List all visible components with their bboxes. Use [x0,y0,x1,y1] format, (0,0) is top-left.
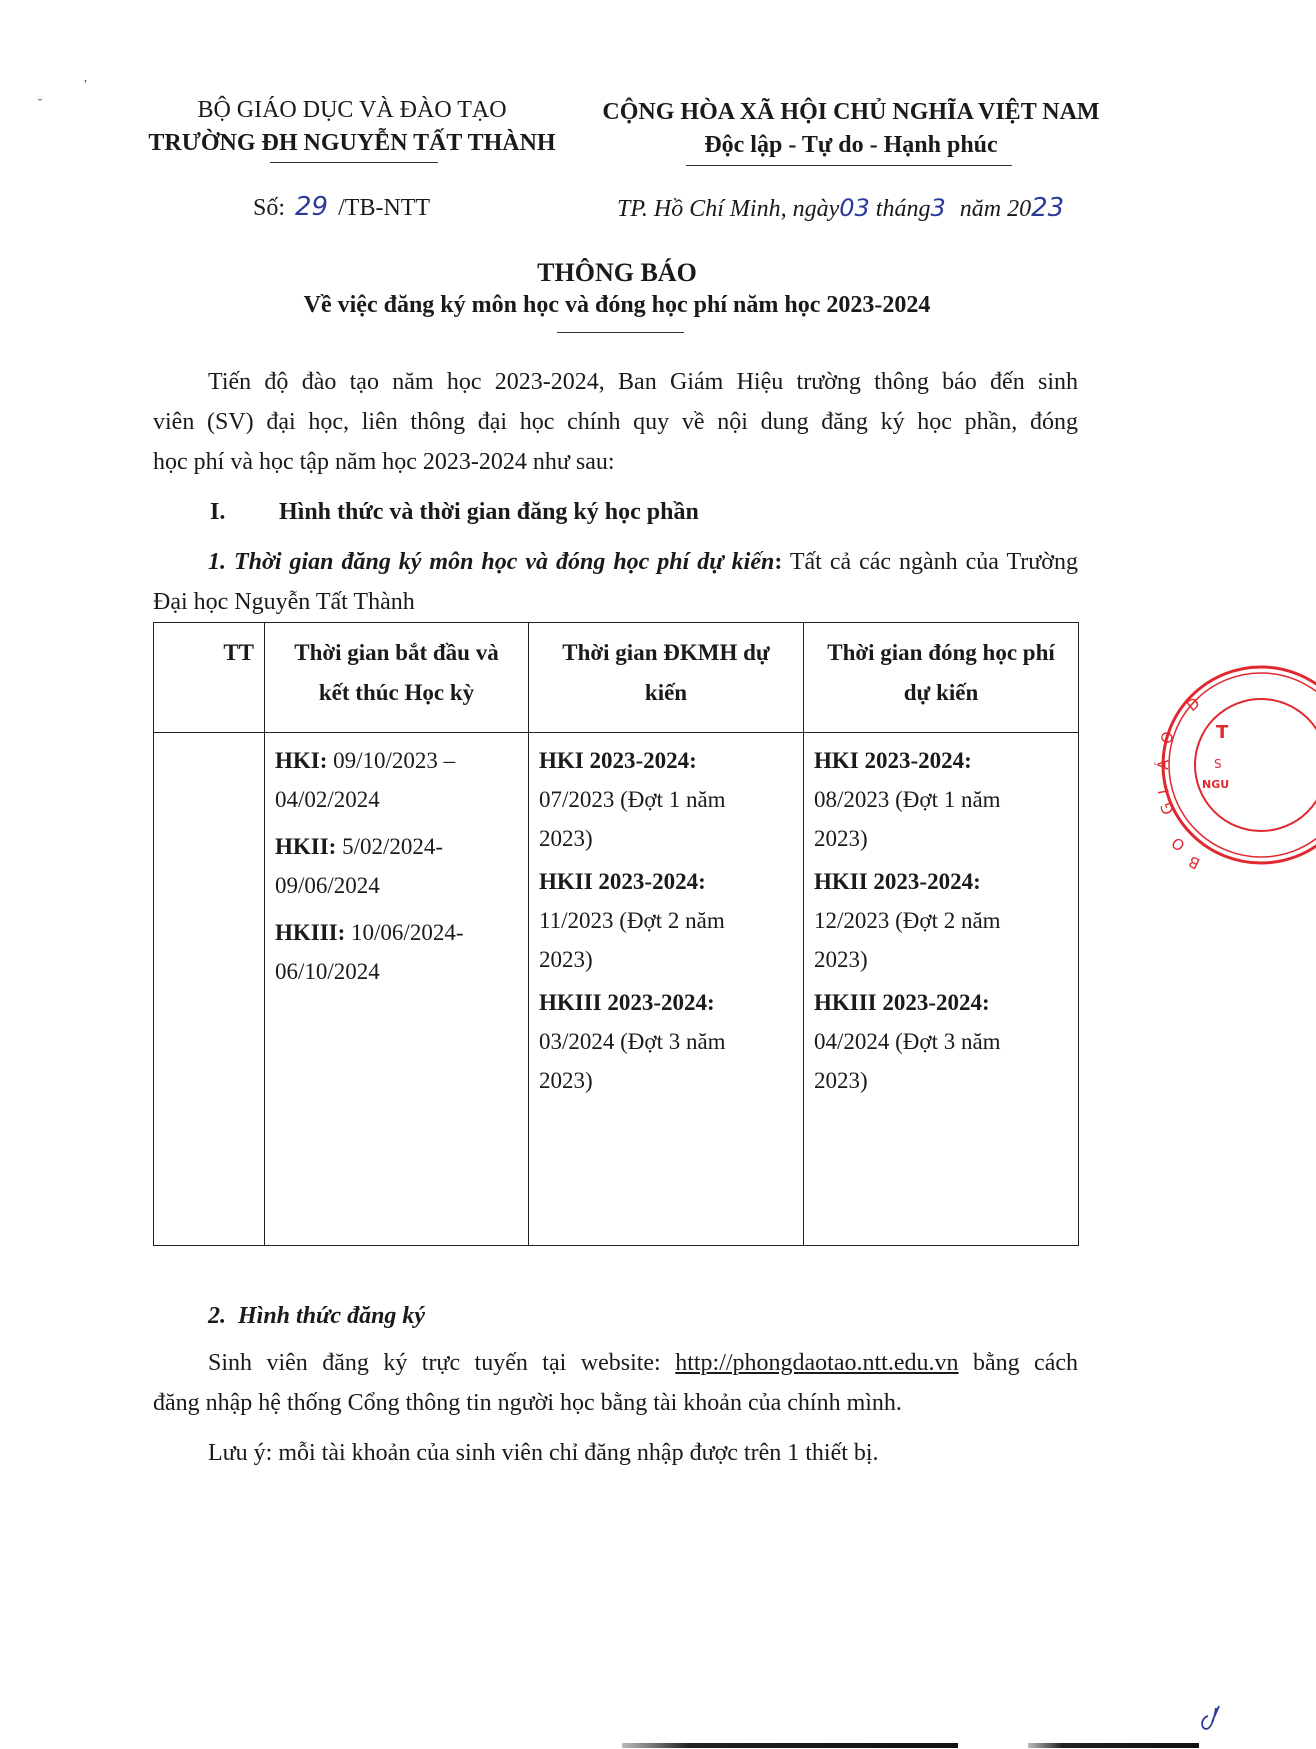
subsection-1-text: Tất cả các ngành của Trường [782,549,1079,575]
registration-website-link[interactable]: http://phongdaotao.ntt.edu.vn [675,1350,959,1376]
subsection-2-heading: 2. Hình thức đăng ký [208,1303,426,1329]
svg-text:D: D [1183,693,1204,716]
date-day-handwritten: 03 [839,194,870,222]
official-stamp-crop [1154,660,1230,873]
date-place: TP. Hồ Chí Minh, ngày [617,196,840,222]
subsection-2-line-2: đăng nhập hệ thống Cổng thông tin người học bằng tài khoản của chính mình. [153,1390,902,1416]
subsection-2-text-post: bằng cách [958,1350,1079,1376]
intro-line-2: viên (SV) đại học, liên thông đại học chính quy về nội dung đăng ký học phần, đóng [153,409,1078,435]
fee-label: HKI 2023-2024: [814,748,972,773]
header-tt: TT [154,623,265,733]
stamp-outer-ring [1163,667,1316,863]
title-underline [557,332,684,333]
registration-year: 2023) [539,826,593,851]
header-fee-time [804,623,1079,733]
motto: Độc lập - Tự do - Hạnh phúc [704,132,998,158]
intro-line-1: Tiến độ đào tạo năm học 2023-2024, Ban Giám Hiệu trường thông báo đến sinh [208,369,1078,395]
registration-entry [539,862,793,979]
fee-year: 2023) [814,1068,868,1093]
country-name: CỘNG HÒA XÃ HỘI CHỦ NGHĨA VIỆT NAM [602,99,1100,125]
subsection-2-text-pre: Sinh viên đăng ký trực tuyến tại website: [208,1350,676,1376]
scan-edge-bar [622,1743,958,1748]
cell-registration [529,733,804,1246]
registration-date: 07/2023 (Đợt 1 năm [539,787,726,812]
ministry-name: BỘ GIÁO DỤC VÀ ĐÀO TẠO [197,97,507,123]
cell-semesters [265,733,529,1246]
semester-entry [275,827,518,905]
cell-tt [154,733,265,1246]
semester-entry [275,913,518,991]
university-name: TRƯỜNG ĐH NGUYỄN TẤT THÀNH [148,130,556,156]
scan-mark: ˇ [38,96,42,110]
registration-label: HKIII 2023-2024: [539,990,715,1015]
section-1-numeral: I. [210,499,226,525]
svg-text:T: T [1216,722,1229,743]
scan-edge-bar [1028,1743,1199,1748]
semester-start: 10/06/2024- [345,920,464,945]
header-registration-line1: Thời gian ĐKMH dự [562,640,770,665]
header-semester-line1: Thời gian bắt đầu và [294,640,499,665]
semester-start: 5/02/2024- [336,834,444,859]
svg-text:NGU: NGU [1202,778,1230,791]
subsection-2-note: Lưu ý: mỗi tài khoản của sinh viên chỉ đăng nhập được trên 1 thiết bị. [208,1440,879,1466]
semester-start: 09/10/2023 – [327,748,456,773]
subsection-1 [153,542,1078,622]
subsection-1-line-2: Đại học Nguyễn Tất Thành [153,589,415,615]
doc-number-prefix: Số: [253,195,286,221]
svg-text:B: B [1185,852,1203,873]
registration-date: 03/2024 (Đợt 3 năm [539,1029,726,1054]
semester-label: HKII: [275,834,337,859]
svg-text:S: S [1214,757,1222,771]
semester-end: 06/10/2024 [275,959,380,984]
doc-number-suffix: /TB-NTT [338,195,431,221]
notice-title: THÔNG BÁO [537,258,697,287]
fee-date: 04/2024 (Đợt 3 năm [814,1029,1001,1054]
fee-date: 08/2023 (Đợt 1 năm [814,787,1001,812]
semester-entry [275,741,518,819]
semester-label: HKIII: [275,920,346,945]
initials-signature [1198,1702,1222,1732]
header-fee-line1: Thời gian đóng học phí [827,640,1055,665]
cell-fees [804,733,1079,1246]
registration-label: HKII 2023-2024: [539,869,706,894]
document-number [253,192,430,223]
section-1-heading: Hình thức và thời gian đăng ký học phần [279,499,699,525]
fee-entry [814,983,1068,1100]
registration-year: 2023) [539,1068,593,1093]
svg-text:O: O [1156,729,1178,747]
semester-end: 09/06/2024 [275,873,380,898]
notice-subtitle: Về việc đăng ký môn học và đóng học phí năm học 2023-2024 [303,292,931,318]
header-left-underline [270,162,438,163]
registration-entry [539,983,793,1100]
schedule-table [153,622,1079,1246]
table-header-row [154,623,1079,733]
subsection-1-label: 1. Thời gian đăng ký môn học và đóng học phí dự kiến [208,549,775,575]
fee-date: 12/2023 (Đợt 2 năm [814,908,1001,933]
svg-text:G: G [1156,799,1178,818]
semester-label: HKI: [275,748,328,773]
date-year-label: năm 20 [959,196,1032,222]
registration-entry [539,741,793,858]
fee-entry [814,741,1068,858]
table-row [154,733,1079,1246]
registration-label: HKI 2023-2024: [539,748,697,773]
fee-label: HKII 2023-2024: [814,869,981,894]
subsection-2-body [153,1343,1078,1473]
subsection-1-line-1 [153,542,1078,582]
fee-year: 2023) [814,947,868,972]
date-month-label: tháng [875,196,931,222]
official-stamp [1154,660,1316,873]
date-line [617,193,1064,224]
header-right-underline [686,165,1012,166]
semester-end: 04/02/2024 [275,787,380,812]
header-fee-line2: dự kiến [903,680,979,705]
subsection-2-line-1 [153,1343,1078,1383]
doc-number-handwritten: 29 [295,192,329,222]
date-month-handwritten: 3 [930,194,946,222]
header-semester-period [265,623,529,733]
scan-mark: , [84,70,87,84]
header-registration-time [529,623,804,733]
fee-year: 2023) [814,826,868,851]
date-year-handwritten: 23 [1031,193,1065,223]
fee-entry [814,862,1068,979]
intro-line-3: học phí và học tập năm học 2023-2024 như sau: [153,449,615,475]
svg-text:Á: Á [1154,759,1173,771]
svg-text:O: O [1167,833,1189,855]
intro-paragraph [153,362,1078,482]
svg-text:I: I [1154,787,1173,796]
header-registration-line2: kiến [644,680,688,705]
header-semester-line2: kết thúc Học kỳ [318,680,475,705]
registration-date: 11/2023 (Đợt 2 năm [539,908,725,933]
subsection-1-colon: : [774,549,783,575]
registration-year: 2023) [539,947,593,972]
fee-label: HKIII 2023-2024: [814,990,990,1015]
